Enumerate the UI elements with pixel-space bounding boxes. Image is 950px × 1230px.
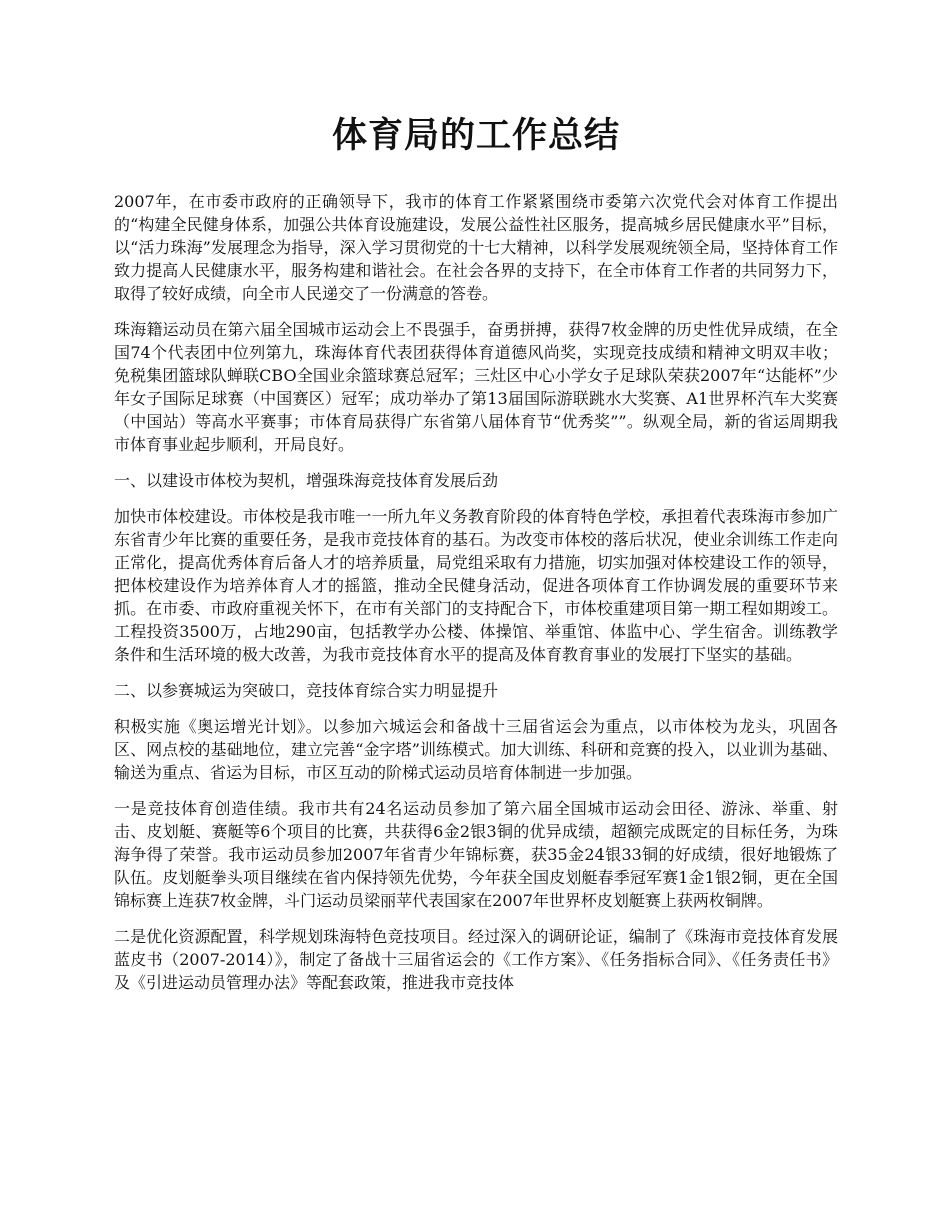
paragraph-sports-school: 加快市体校建设。市体校是我市唯一一所九年义务教育阶段的体育特色学校，承担着代表珠海市参加广东省青少年比赛的重要任务，是我市竞技体育的基石。为改变市体校的落后状况，使业余训练工作走向正常化，提高优秀体育后备人才的培养质量，局党组采取有力措施，切实加强对体校建设工作的领导，把体校建设作为培养体育人才的摇篮，推动全民健身活动，促进各项体育工作协调发展的重要环节来抓。在市委、市政府重视关怀下，在市有关部门的支持配合下，市体校重建项目第一期工程如期竣工。工程投资3500万，占地290亩，包括教学办公楼、体操馆、举重馆、体监中心、学生宿舍。训练教学条件和生活环境的极大改善，为我市竞技体育水平的提高及体育教育事业的发展打下坚实的基础。 [114, 507, 838, 664]
paragraph-results: 一是竞技体育创造佳绩。我市共有24名运动员参加了第六届全国城市运动会田径、游泳、举重、射击、皮划艇、赛艇等6个项目的比赛，共获得6金2银3铜的优异成绩，超额完成既定的目标任务，为珠海争得了荣誉。我市运动员参加2007年省青少年锦标赛，获35金24银33铜的好成绩，很好地锻炼了队伍。皮划艇拳头项目继续在省内保持领先优势，今年获全国皮划艇春季冠军赛1金1银2铜，更在全国锦标赛上连获7枚金牌，斗门运动员梁丽苹代表国家在2007年世界杯皮划艇赛上获两枚铜牌。 [114, 799, 838, 910]
paragraph-achievements: 珠海籍运动员在第六届全国城市运动会上不畏强手，奋勇拼搏，获得7枚金牌的历史性优异成绩，在全国74个代表团中位列第九，珠海体育代表团获得体育道德风尚奖，实现竞技成绩和精神文明双丰收；免税集团篮球队蝉联CBO全国业余篮球赛总冠军；三灶区中心小学女子足球队荣获2007年“达能杯”少年女子国际足球赛（中国赛区）冠军；成功举办了第13届国际游联跳水大奖赛、A1世界杯汽车大奖赛（中国站）等高水平赛事；市体育局获得广东省第八届体育节“优秀奖””。纵观全局，新的省运周期我市体育事业起步顺利，开局良好。 [114, 320, 838, 454]
paragraph-intro: 2007年，在市委市政府的正确领导下，我市的体育工作紧紧围绕市委第六次党代会对体育工作提出的“构建全民健身体系，加强公共体育设施建设，发展公益性社区服务，提高城乡居民健康水平”目标，以“活力珠海”发展理念为指导，深入学习贯彻党的十七大精神，以科学发展观统领全局，坚持体育工作致力提高人民健康水平，服务构建和谐社会。在社会各界的支持下，在全市体育工作者的共同努力下，取得了较好成绩，向全市人民递交了一份满意的答卷。 [114, 192, 838, 303]
document-page [114, 112, 838, 1007]
section-heading-2: 二、以参赛城运为突破口，竞技体育综合实力明显提升 [114, 681, 499, 700]
document-title: 体育局的工作总结 [331, 115, 620, 156]
section-heading-1: 一、以建设市体校为契机，增强珠海竞技体育发展后劲 [114, 471, 499, 490]
paragraph-olympic-plan: 积极实施《奥运增光计划》。以参加六城运会和备战十三届省运会为重点，以市体校为龙头，巩固各区、网点校的基础地位，建立完善“金字塔”训练模式。加大训练、科研和竞赛的投入，以业训为基础、输送为重点、省运为目标，市区互动的阶梯式运动员培育体制进一步加强。 [114, 717, 838, 782]
paragraph-resources: 二是优化资源配置，科学规划珠海特色竞技项目。经过深入的调研论证，编制了《珠海市竞技体育发展蓝皮书（2007-2014）》，制定了备战十三届省运会的《工作方案》、《任务指标合同》、《任务责任书》及《引进运动员管理办法》等配套政策，推进我市竞技体 [114, 927, 838, 992]
